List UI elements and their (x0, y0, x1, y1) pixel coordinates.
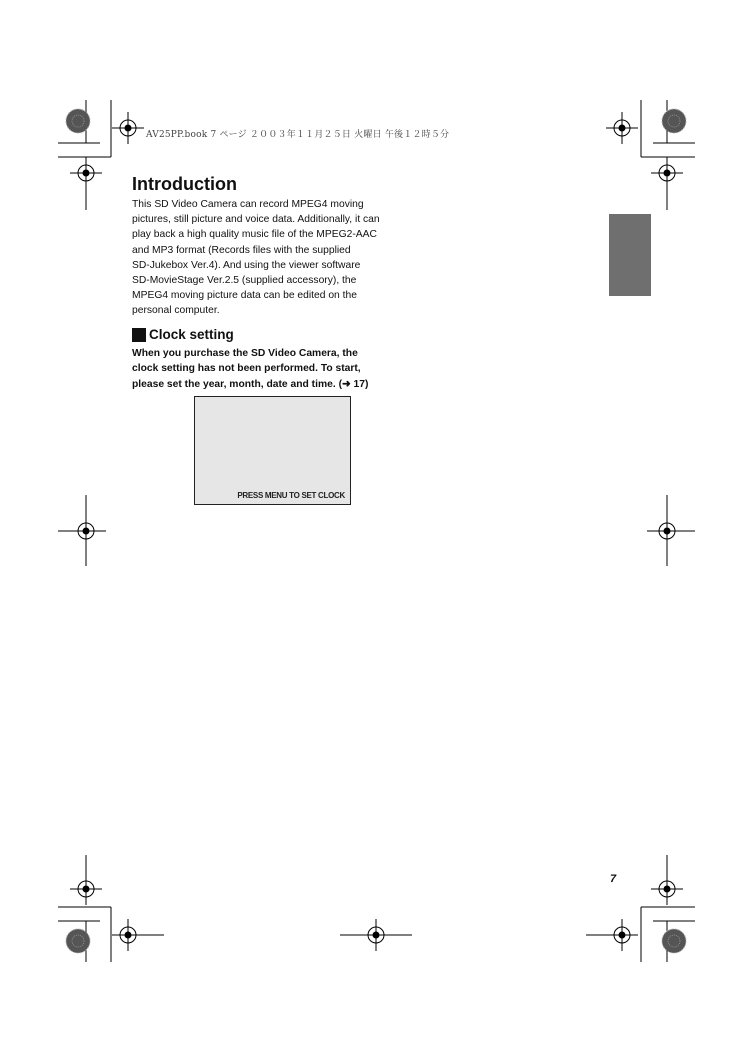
clock-line: clock setting has not been performed. To start, (132, 363, 361, 375)
clock-paragraph (132, 346, 414, 392)
intro-line: and MP3 format (Records files with the supplied (132, 244, 351, 256)
lcd-screen-illustration (194, 396, 351, 505)
intro-line: This SD Video Camera can record MPEG4 moving (132, 199, 364, 210)
page-title: Introduction (132, 174, 237, 194)
square-bullet-icon (132, 328, 146, 342)
intro-line: MPEG4 moving picture data can be edited on the (132, 290, 357, 302)
section-tab (609, 214, 651, 296)
page-number: 7 (610, 873, 617, 885)
section-heading-text: Clock setting (149, 327, 234, 342)
intro-line: personal computer. (132, 305, 220, 317)
print-header-line: AV25PP.book 7 ページ ２００３年１１月２５日 火曜日 午後１２時５分 (146, 130, 450, 140)
clock-line: When you purchase the SD Video Camera, the (132, 348, 358, 359)
intro-line: pictures, still picture and voice data. Additionally, it can (132, 214, 380, 226)
section-heading (132, 327, 234, 342)
intro-line: play back a high quality music file of the MPEG2-AAC (132, 229, 377, 241)
intro-line: SD-Jukebox Ver.4). And using the viewer software (132, 259, 361, 271)
intro-paragraph (132, 197, 414, 319)
intro-line: SD-MovieStage Ver.2.5 (supplied accessory), the (132, 275, 357, 287)
screen-message: PRESS MENU TO SET CLOCK (237, 491, 345, 500)
clock-line: please set the year, month, date and time. (➜ 17) (132, 378, 369, 390)
